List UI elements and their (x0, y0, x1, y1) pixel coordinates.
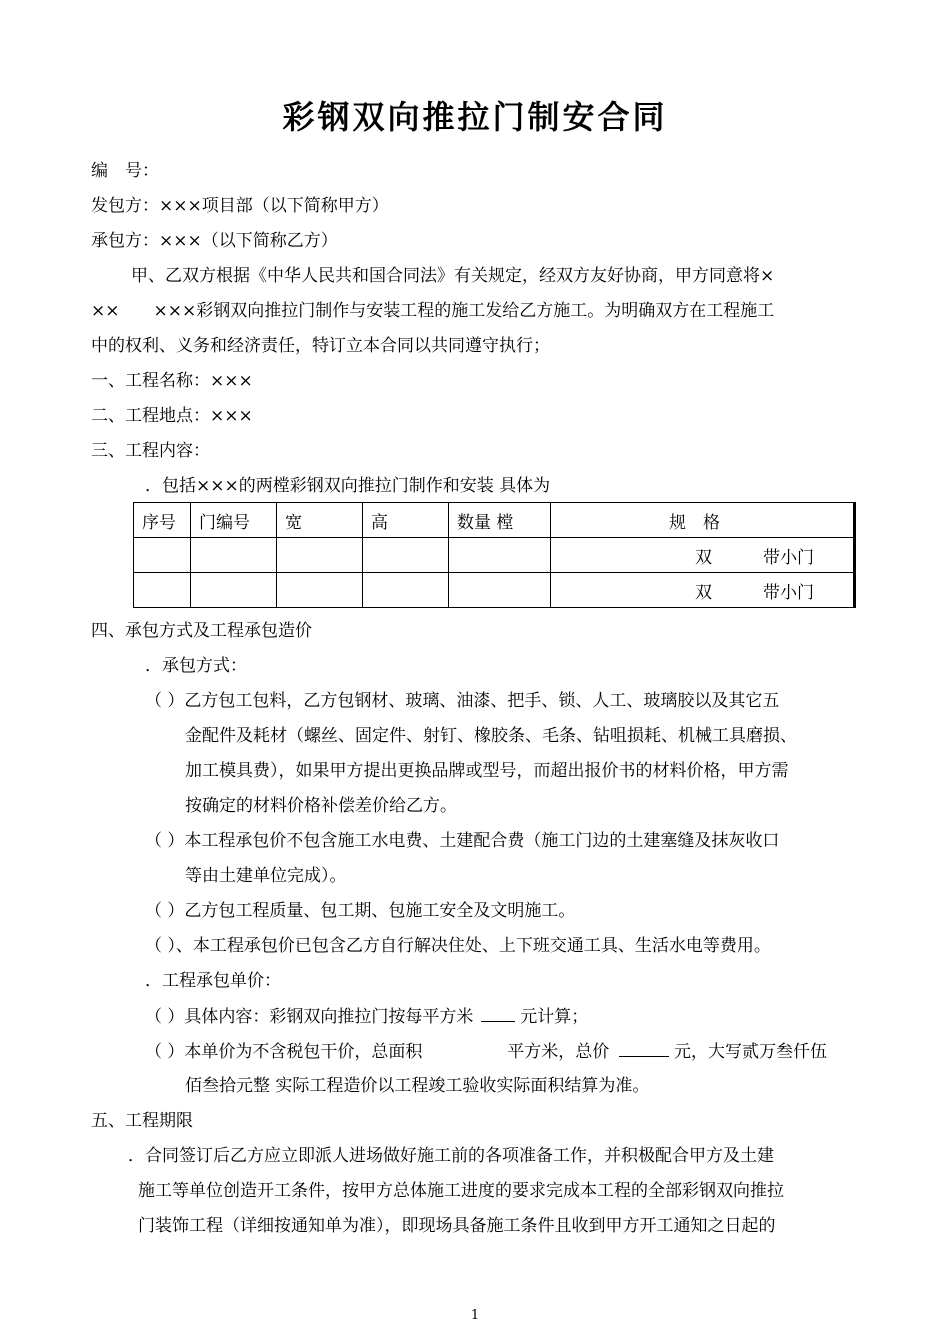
contract-number: 编 号： (91, 161, 159, 181)
clause-3: （ ）乙方包工程质量、包工期、包施工安全及文明施工。 (145, 901, 576, 921)
header-door-number: 门编号 (191, 503, 277, 538)
table-cell (191, 573, 277, 608)
contract-title: 彩钢双向推拉门制安合同 (282, 98, 668, 136)
header-seq: 序号 (134, 503, 191, 538)
table-row (134, 538, 855, 573)
clause-4: （ ）、本工程承包价已包含乙方自行解决住处、上下班交通工具、生活水电等费用。 (145, 936, 771, 956)
clause-1-line-2: 金配件及耗材（螺丝、固定件、射钉、橡胶条、毛条、钻咀损耗、机械工具磨损、 (185, 726, 797, 746)
total-price-line-2: 佰叁拾元整 实际工程造价以工程竣工验收实际面积结算为准。 (185, 1076, 650, 1096)
section-project-location: 二、工程地点：××× (91, 406, 253, 426)
unit-price-clause (145, 1005, 588, 1028)
table-cell (449, 573, 551, 608)
clause-1-line-4: 按确定的材料价格补偿差价给乙方。 (185, 796, 457, 816)
total-price-text-a: （ ）本单价为不含税包干价，总面积 (145, 1042, 423, 1062)
table-header-row (134, 503, 855, 538)
clause-1-line-1: （ ）乙方包工包料，乙方包钢材、玻璃、油漆、把手、锁、人工、玻璃胶以及其它五 (145, 691, 780, 711)
total-price-blank (619, 1040, 669, 1057)
clause-1-line-3: 加工模具费），如果甲方提出更换品牌或型号，而超出报价书的材料价格，甲方需 (185, 761, 789, 781)
table-cell (134, 573, 191, 608)
page-number: 1 (470, 1308, 480, 1323)
party-b: 承包方：×××（以下简称乙方） (91, 231, 338, 251)
table-cell (134, 538, 191, 573)
unit-price-text-a: （ ）具体内容：彩钢双向推拉门按每平方米 (145, 1007, 474, 1027)
period-line-2: 施工等单位创造开工条件，按甲方总体施工进度的要求完成本工程的全部彩钢双向推拉 (138, 1181, 784, 1201)
period-line-1: ．合同签订后乙方应立即派人进场做好施工前的各项准备工作，并积极配合甲方及土建 (128, 1146, 774, 1166)
project-content-item: ．包括×××的两樘彩钢双向推拉门制作和安装 具体为 (145, 476, 551, 496)
section-contract-mode: 四、承包方式及工程承包造价 (91, 621, 312, 641)
table-cell (277, 573, 363, 608)
section-project-name: 一、工程名称：××× (91, 371, 253, 391)
table-cell (449, 538, 551, 573)
header-quantity: 数量 樘 (449, 503, 551, 538)
unit-price-blank (481, 1005, 515, 1022)
table-cell (363, 538, 449, 573)
table-cell-spec: 双 带小门 (551, 573, 855, 608)
total-price-text-c: 元，大写贰万叁仟伍 (674, 1042, 828, 1062)
unit-price-text-b: 元计算； (520, 1007, 589, 1027)
total-price-text-b: 平方米，总价 (507, 1042, 610, 1062)
door-spec-table (133, 502, 856, 608)
section-project-period: 五、工程期限 (91, 1111, 193, 1131)
clause-2-line-2: 等由土建单位完成）。 (185, 866, 347, 886)
intro-line-1: 甲、乙双方根据《中华人民共和国合同法》有关规定，经双方友好协商，甲方同意将× (131, 266, 775, 286)
table-cell (363, 573, 449, 608)
table-cell (191, 538, 277, 573)
clause-2-line-1: （ ）本工程承包价不包含施工水电费、土建配合费（施工门边的土建塞缝及抹灰收口 (145, 831, 780, 851)
table-cell (277, 538, 363, 573)
header-spec: 规 格 (551, 503, 855, 538)
period-line-3: 门装饰工程（详细按通知单为准），即现场具备施工条件且收到甲方开工通知之日起的 (138, 1216, 776, 1236)
party-a: 发包方：×××项目部（以下简称甲方） (91, 196, 389, 216)
intro-line-2: ×× ×××彩钢双向推拉门制作与安装工程的施工发给乙方施工。为明确双方在工程施工 (91, 301, 775, 321)
table-cell-spec: 双 带小门 (551, 538, 855, 573)
header-width: 宽 (277, 503, 363, 538)
contract-mode-label: ．承包方式： (145, 656, 247, 676)
intro-line-3: 中的权利、义务和经济责任，特订立本合同以共同遵守执行； (91, 336, 550, 356)
unit-price-label: ．工程承包单价： (145, 971, 281, 991)
total-price-clause (145, 1040, 827, 1063)
table-row (134, 573, 855, 608)
header-height: 高 (363, 503, 449, 538)
section-project-content: 三、工程内容： (91, 441, 210, 461)
